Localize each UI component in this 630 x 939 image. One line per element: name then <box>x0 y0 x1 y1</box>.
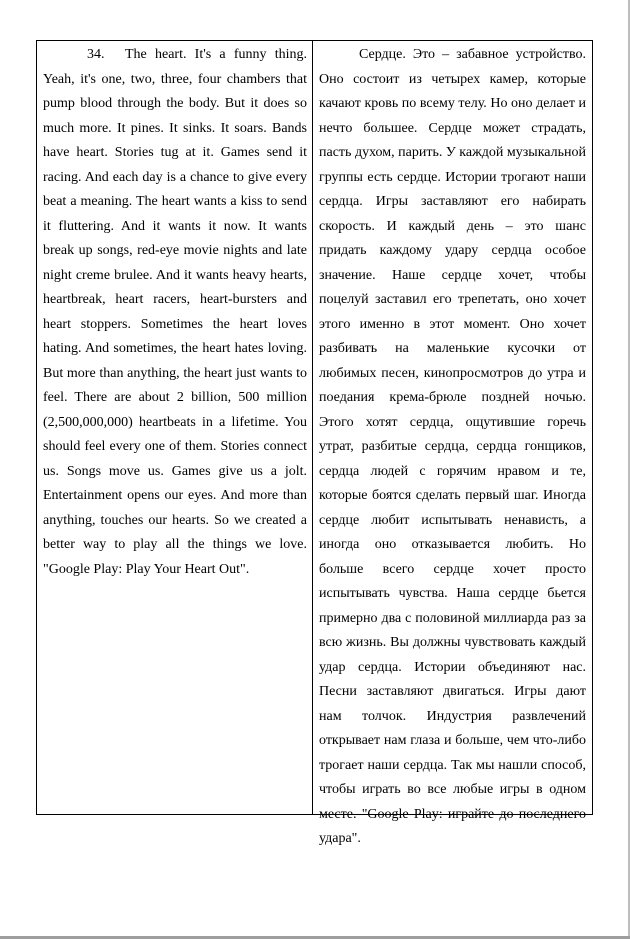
english-paragraph <box>43 43 307 582</box>
english-text-cell <box>37 41 313 814</box>
russian-text-cell <box>313 41 592 846</box>
english-text: The heart. It's a funny thing. Yeah, it's one, two, three, four chambers that pump blood through the body. But it does so much more. It pines. It sinks. It soars. Bands have heart. Stories tug at it. Games send it racing. And each day is a chance to give every beat a meaning. The heart wants a kiss to send it fluttering. And it wants it now. It wants break up songs, red-eye movie nights and late night creme brulee. And it wants heavy hearts, heartbreak, heart racers, heart-bursters and heart stoppers. Sometimes the heart loves hating. And sometimes, the heart hates loving. But more than anything, the heart just wants to feel. There are about 2 billion, 500 million (2,500,000,000) heartbeats in a lifetime. You should feel every one of them. Stories connect us. Songs move us. Games give us a jolt. Entertainment opens our eyes. And more than anything, touches our hearts. So we created a better way to play all the things we love. "Google Play: Play Your Heart Out". <box>43 47 307 577</box>
russian-paragraph: Сердце. Это – забавное устройство. Оно состоит из четырех камер, которые качают кровь по всему телу. Но оно делает и нечто большее. Сердце может страдать, пасть духом, парить. У каждой музыкальной группы есть сердце. Истории трогают наши сердца. Игры заставляют его набирать скорость. И каждый день – это шанс придать каждому удару сердца особое значение. Наше сердце хочет, чтобы поцелуй заставил его трепетать, оно хочет этого именно в этот момент. Оно хочет разбивать на маленькие кусочки от любимых песен, кинопросмотров до утра и поедания крема-брюле поздней ночью. Этого хотят сердца, ощутившие горечь утрат, разбитые сердца, сердца гонщиков, сердца людей с горячим нравом и те, которые боятся сделать первый шаг. Иногда сердце любит испытывать ненависть, а иногда оно отказывается любить. Но больше всего сердце хочет просто испытывать чувства. Наша сердце бьется примерно два с половиной миллиарда раз за всю жизнь. Вы должны чувствовать каждый удар сердца. Истории объединяют нас. Песни заставляют двигаться. Игры дают нам толчок. Индустрия развлечений открывает нам глаза и больше, чем что-либо трогает наши сердца. Так мы нашли способ, чтобы играть во все любые игры в одном месте. "Google Play: играйте до последнего удара". <box>319 47 586 846</box>
translation-table <box>36 40 593 846</box>
item-number: 34. <box>87 47 105 62</box>
